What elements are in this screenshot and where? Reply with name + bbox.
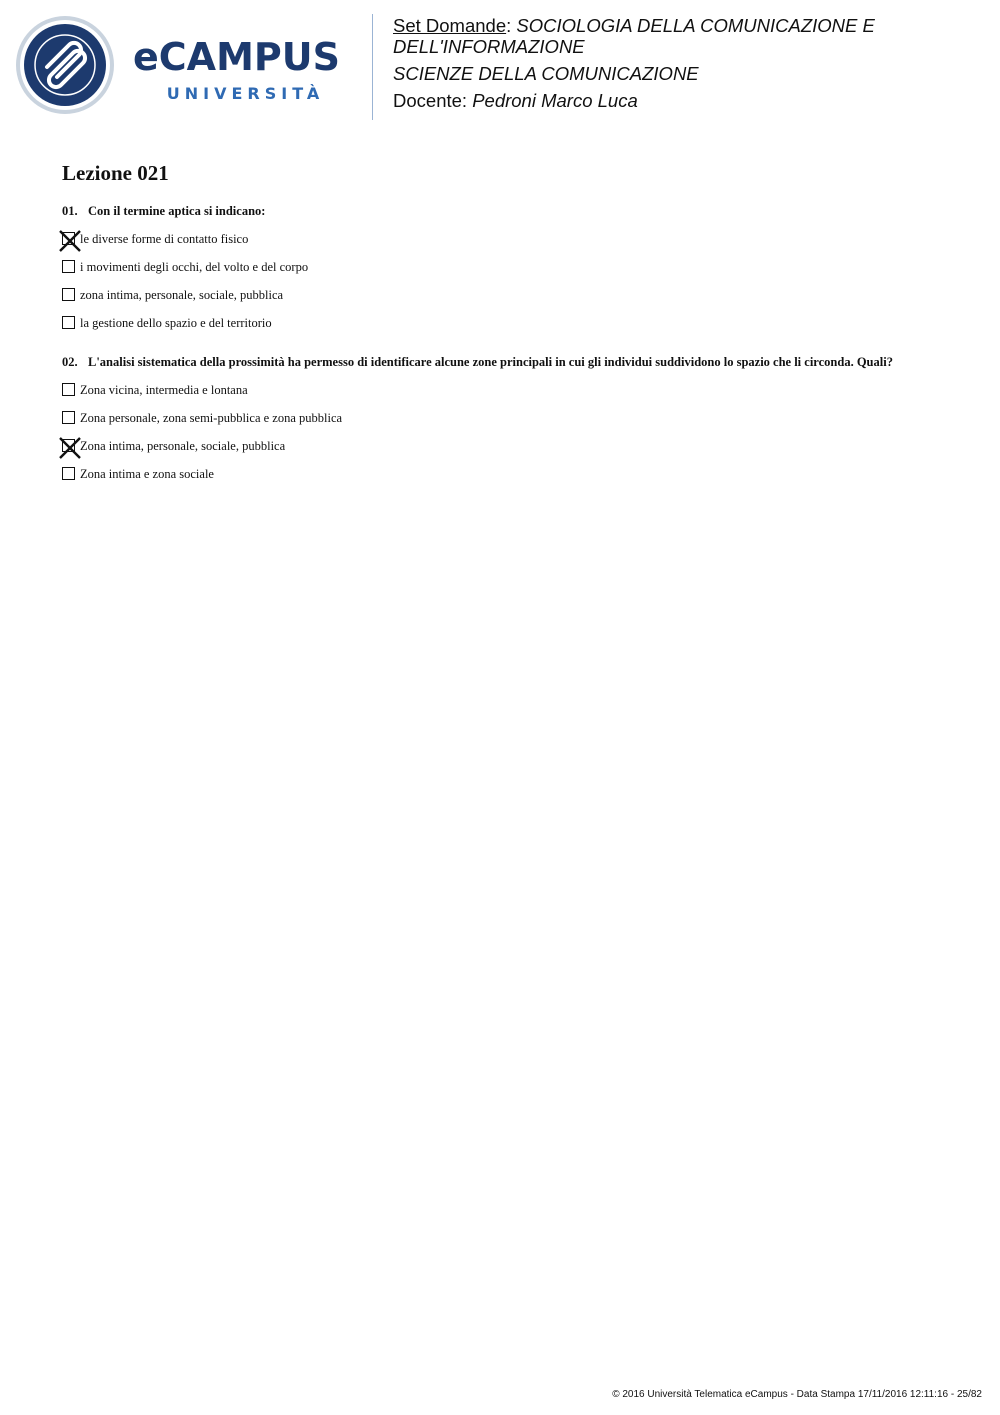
answer-text: zona intima, personale, sociale, pubblica [80,288,284,302]
set-label: Set Domande [393,15,507,36]
answer-option[interactable] [62,231,962,247]
question-block [62,204,962,331]
answer-text: Zona intima, personale, sociale, pubblica [80,439,286,453]
answer-option[interactable] [62,287,962,303]
answer-option[interactable] [62,259,962,275]
answer-checkbox[interactable] [62,232,75,245]
answer-checkbox[interactable] [62,383,75,396]
checked-x-mark-icon [59,230,81,252]
checked-x-mark-icon [59,437,81,459]
answer-checkbox[interactable] [62,411,75,424]
wordmark-subtitle: UNIVERSITÀ [166,84,325,103]
answer-option[interactable] [62,438,962,454]
question-number: 02. [62,355,78,369]
ecampus-seal-logo [15,15,115,115]
course-name: SOCIOLOGIA DELLA COMUNICAZIONE E DELL'INFORMAZIONE [393,15,875,57]
answer-option[interactable] [62,466,962,482]
answer-option[interactable] [62,410,962,426]
answer-checkbox[interactable] [62,439,75,452]
lesson-title: Lezione 021 [62,161,169,185]
question-number: 01. [62,204,78,218]
answer-text: le diverse forme di contatto fisico [80,232,249,246]
degree-line [393,63,983,84]
question-title [62,355,962,370]
answer-checkbox[interactable] [62,260,75,273]
set-separator: : [506,15,517,36]
wordmark-text: eCAMPUS [133,35,340,79]
set-line [393,15,983,57]
answer-text: Zona vicina, intermedia e lontana [80,383,248,397]
answer-checkbox[interactable] [62,288,75,301]
answer-text: la gestione dello spazio e del territorio [80,316,272,330]
answer-text: i movimenti degli occhi, del volto e del corpo [80,260,309,274]
degree-name: SCIENZE DELLA COMUNICAZIONE [393,63,699,84]
page-footer: © 2016 Università Telematica eCampus - Data Stampa 17/11/2016 12:11:16 - 25/82 [612,1389,982,1400]
question-text: L'analisi sistematica della prossimità ha permesso di identificare alcune zone principali in cui gli individui suddividono lo spazio che li circonda. Quali? [88,355,893,369]
answer-checkbox[interactable] [62,316,75,329]
answer-text: Zona personale, zona semi-pubblica e zona pubblica [80,411,343,425]
answer-option[interactable] [62,315,962,331]
ecampus-wordmark [133,34,358,114]
document-header [393,15,983,111]
answer-text: Zona intima e zona sociale [80,467,214,481]
teacher-line [393,90,983,111]
teacher-label: Docente: [393,90,473,111]
answer-checkbox[interactable] [62,467,75,480]
question-title [62,204,962,219]
teacher-name: Pedroni Marco Luca [472,90,638,111]
question-block [62,355,962,482]
question-text: Con il termine aptica si indicano: [88,204,266,218]
answer-option[interactable] [62,382,962,398]
header-divider [372,14,373,120]
